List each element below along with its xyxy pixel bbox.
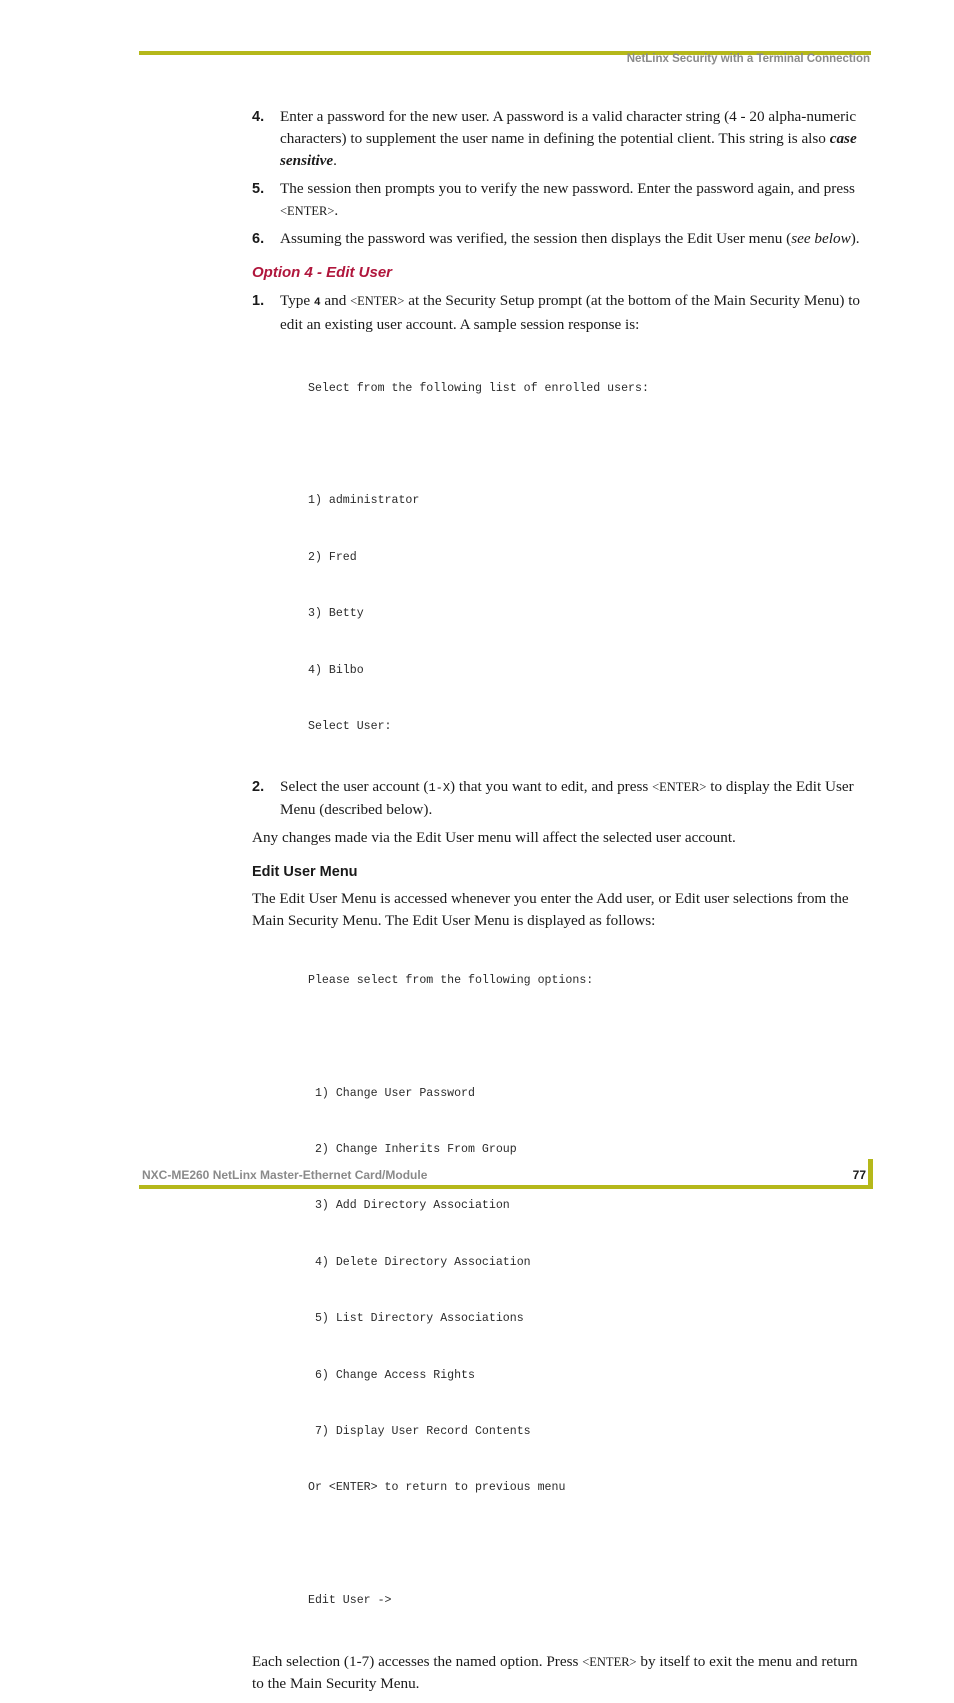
enter-key-label: <ENTER> <box>652 780 707 795</box>
step-text-end: ). <box>850 230 860 247</box>
step-6 <box>252 228 872 250</box>
code-line: Please select from the following options: <box>308 973 594 987</box>
emphasis-text: see below <box>791 230 851 247</box>
page-body <box>252 106 872 1703</box>
code-line: Select User: <box>308 719 392 733</box>
inline-code: 4 <box>313 297 321 309</box>
step-text: Type <box>280 292 314 309</box>
option4-step-1 <box>252 290 872 336</box>
step-text-end: . <box>333 152 337 169</box>
step-number: 2. <box>252 779 265 796</box>
code-line: 1) Change User Password <box>308 1086 475 1100</box>
option4-step-2 <box>252 776 872 821</box>
code-line <box>308 436 872 455</box>
outro-paragraph <box>252 1651 872 1695</box>
step-number: 1. <box>252 293 265 309</box>
code-line: 3) Betty <box>308 607 364 621</box>
code-line: 3) Add Directory Association <box>308 1199 510 1213</box>
code-line: Or <ENTER> to return to previous menu <box>308 1481 566 1495</box>
step-text: The session then prompts you to verify the new password. Enter the password again, and press <box>280 180 855 197</box>
enter-key-label: <ENTER> <box>350 294 405 308</box>
step-5 <box>252 178 872 222</box>
intro-paragraph: The Edit User Menu is accessed whenever you enter the Add user, or Edit user selections from the Main Security Menu. The Edit User Menu is displayed as follows: <box>252 890 849 930</box>
code-line <box>308 1028 872 1047</box>
code-line: 4) Delete Directory Association <box>308 1255 531 1269</box>
footer-rule <box>139 1185 871 1189</box>
step-text: Assuming the password was verified, the session then displays the Edit User menu ( <box>280 230 792 247</box>
step-text-end: . <box>334 202 339 219</box>
step-number: 4. <box>252 109 265 125</box>
code-line: Edit User -> <box>308 1594 392 1608</box>
step-number: 5. <box>252 181 265 197</box>
emphasis-text: case sensitive <box>280 130 857 169</box>
enter-key-label: <ENTER> <box>280 204 335 218</box>
step-text: Enter a password for the new user. A password is a valid character string (4 - 20 alpha-numeric characters) to supplement the user name in defining the potential client. This string is also <box>280 108 857 147</box>
step-number: 6. <box>252 231 265 247</box>
code-line: 1) administrator <box>308 494 420 508</box>
code-block-edit-user-menu <box>308 934 872 1648</box>
step-text: ) that you want to edit, and press <box>450 778 653 796</box>
note-paragraph: Any changes made via the Edit User menu will affect the selected user account. <box>252 829 736 847</box>
outro-text: Each selection (1-7) accesses the named option. Press <box>252 1652 583 1670</box>
outro-text-end: by itself to exit the menu and return to the Main Security Menu. <box>252 1652 858 1692</box>
code-line: 4) Bilbo <box>308 663 364 677</box>
code-line: 5) List Directory Associations <box>308 1312 524 1326</box>
footer-doc-title: NXC-ME260 NetLinx Master-Ethernet Card/Module <box>142 1168 428 1182</box>
code-block-user-list <box>308 342 872 774</box>
running-head: NetLinx Security with a Terminal Connection <box>626 53 870 65</box>
enter-key-label: <ENTER> <box>582 1654 637 1669</box>
step-text-end: to display the Edit User Menu (described below). <box>280 778 854 819</box>
code-line: 7) Display User Record Contents <box>308 1425 531 1439</box>
section-subheading: Option 4 - Edit User <box>252 264 393 281</box>
step-text: and <box>320 292 351 309</box>
step-4 <box>252 106 872 172</box>
code-line <box>308 1536 872 1555</box>
code-line: 6) Change Access Rights <box>308 1368 475 1382</box>
section-heading: Edit User Menu <box>252 864 358 881</box>
code-line: 2) Change Inherits From Group <box>308 1143 517 1157</box>
inline-code: 1-X <box>428 781 451 796</box>
step-text-end: at the Security Setup prompt (at the bottom of the Main Security Menu) to edit an existing user account. A sample session response is: <box>280 292 861 333</box>
code-line: 2) Fred <box>308 550 357 564</box>
step-text: Select the user account ( <box>280 778 429 796</box>
code-line: Select from the following list of enrolled users: <box>308 381 649 395</box>
page-number: 77 <box>852 1168 866 1182</box>
